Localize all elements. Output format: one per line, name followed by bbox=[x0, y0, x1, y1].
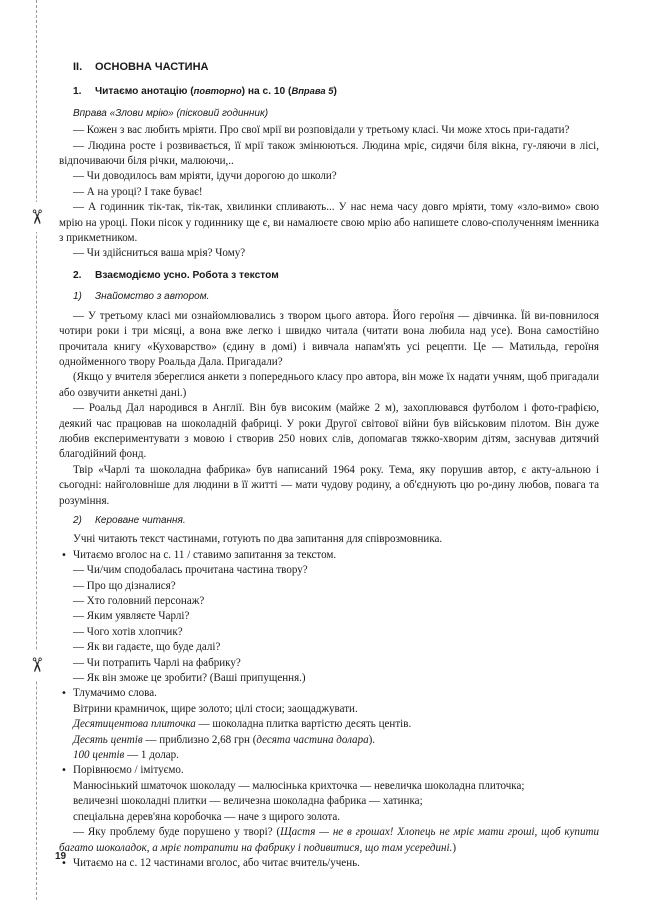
theme-paragraph: Твір «Чарлі та шоколадна фабрика» був написаний 1964 року. Тема, яку порушив автор, є акту-альною і сьогодні: найголовніше для людини в її житті — мати чудову родину, а об'єднують цю ро-дину любов, повага та розуміння. bbox=[59, 463, 599, 507]
subsection-1-heading bbox=[73, 83, 599, 99]
vocab-line: Вітрини крамничок, щире золото; цілі стоси; заощаджувати. bbox=[73, 702, 358, 715]
teacher-note: (Якщо у вчителя збереглися анкети з попереднього класу про автора, він може їх надати учням, щоб пригадали або озвучити анкетні дані.) bbox=[59, 371, 599, 399]
problem-answer: Щастя — не в грошах! Хлопець не мріє мати гроші, щоб купити багато шоколадок, а мріє потрапити на фабрику і подивитися, що там усередині. bbox=[59, 826, 599, 854]
vocab-line bbox=[73, 733, 599, 748]
question-item: — Як ви гадаєте, що буде далі? bbox=[73, 641, 221, 654]
compare-line: Манюсінький шматочок шоколаду — малюсінька крихточка — невеличка шоколадна плиточка; bbox=[73, 779, 525, 792]
step-text: Кероване читання. bbox=[95, 514, 186, 526]
author-paragraph: — У третьому класі ми ознайомлювались з твором цього автора. Його героїня — дівчинка. Їй ви-повнилося чотири роки і три місяці, а вона вже легко і швидко читала (читати вона любила над усе). Вона самостійно прочитала книгу «Куховарство» (єдину в домі) і вивчала напам'ять усі рецепти. Це — Матильда, героїня однойменного твору Роальда Дала. Пригадали? bbox=[59, 309, 599, 368]
question-item: — Яким уявляєте Чарлі? bbox=[73, 610, 190, 623]
page-number: 19 bbox=[55, 851, 67, 862]
dialogue-line: — А годинник тік-так, тік-так, хвилинки спливають... У нас нема часу довго мріяти, тому «зло-вимо» свою мрію на уроці. Поки пісок у годиннику ще є, ви намалюєте свою мрію або напишете слово-сполученням іменника з прикметником. bbox=[59, 201, 599, 245]
subsection-italic: Вправа 5 bbox=[291, 85, 334, 97]
compare-line: спеціальна дерев'яна коробочка — наче з щирого золота. bbox=[73, 810, 341, 823]
vocab-definition: ). bbox=[368, 733, 376, 746]
exercise-title: Вправа «Злови мрію» (пісковий годинник) bbox=[73, 107, 269, 119]
step-2-heading bbox=[73, 513, 599, 528]
vocab-term: Десятицентова плиточка bbox=[73, 718, 196, 731]
vocab-term: 100 центів bbox=[73, 749, 125, 762]
vocab-definition: — шоколадна плитка вартістю десять центів. bbox=[195, 718, 412, 731]
scissors-icon: ✂ bbox=[27, 650, 47, 680]
guided-reading-intro: Учні читають текст частинами, готують по два запитання для співрозмовника. bbox=[73, 533, 443, 546]
step-number: 1) bbox=[73, 291, 82, 303]
problem-question bbox=[59, 825, 599, 856]
vocab-definition: — 1 долар. bbox=[124, 749, 179, 762]
subsection-text: Взаємодіємо усно. Робота з текстом bbox=[95, 269, 279, 281]
question-item: — Про що дізналися? bbox=[73, 579, 176, 592]
vocab-line bbox=[73, 717, 599, 732]
vocab-term: Десять центів bbox=[73, 733, 143, 746]
bullet-item: • Порівнюємо / імітуємо. bbox=[59, 763, 599, 778]
section-title: ОСНОВНА ЧАСТИНА bbox=[95, 61, 209, 73]
problem-text: ) bbox=[452, 841, 457, 854]
vocab-term: десята частина долара bbox=[256, 733, 369, 746]
bullet-item: • Читаємо на с. 12 частинами вголос, або читає вчитель/учень. bbox=[59, 856, 599, 871]
section-heading bbox=[73, 60, 599, 75]
dialogue-line: — Людина росте і розвивається, її мрії також змінюються. Людина мріє, сидячи біля вікна, гу-ляючи в лісі, відпочиваючи біля річки, малюючи,.. bbox=[59, 139, 599, 168]
dialogue-line: — Кожен з вас любить мріяти. Про свої мрії ви розповідали у третьому класі. Чи може хтось при-гадати? bbox=[73, 124, 570, 137]
subsection-2-heading bbox=[73, 268, 599, 283]
problem-text: — Яку проблему буде порушено у творі? ( bbox=[73, 826, 281, 839]
step-1-heading bbox=[73, 289, 599, 304]
subsection-text: ) bbox=[333, 86, 337, 98]
compare-line: величезні шоколадні плитки — величезна шоколадна фабрика — хатинка; bbox=[73, 795, 423, 808]
question-item: — Хто головний персонаж? bbox=[73, 595, 205, 607]
step-number: 2) bbox=[73, 514, 82, 526]
dialogue-line: — Чи доводилось вам мріяти, ідучи дорогою до школи? bbox=[73, 170, 337, 183]
question-item: — Чого хотів хлопчик? bbox=[73, 625, 183, 638]
author-bio-paragraph: — Роальд Дал народився в Англії. Він був високим (майже 2 м), захоплювався футболом і фото-графією, деякий час працював на шоколадній фабриці. У роки Другої світової війни був військовим пілотом. Він дуже любив експериментувати з мовою і створив 250 нових слів, допомагав тяжко-хворим дітям, заснував дитячий благодійний фонд. bbox=[59, 402, 599, 461]
step-text: Знайомство з автором. bbox=[95, 291, 210, 303]
subsection-number: 1. bbox=[73, 86, 82, 98]
section-number: II. bbox=[73, 61, 83, 73]
dialogue-line: — Чи здійсниться ваша мрія? Чому? bbox=[73, 247, 246, 260]
bullet-item: • Читаємо вголос на с. 11 / ставимо запитання за текстом. bbox=[59, 548, 599, 563]
subsection-text: Читаємо анотацію ( bbox=[95, 86, 194, 98]
question-item: — Чи/чим сподобалась прочитана частина твору? bbox=[73, 564, 308, 577]
subsection-number: 2. bbox=[73, 269, 82, 281]
vocab-definition: — приблизно 2,68 грн ( bbox=[142, 733, 257, 746]
subsection-italic: повторно bbox=[193, 85, 242, 97]
question-item: — Як він зможе це зробити? (Ваші припущення.) bbox=[73, 672, 306, 685]
scissors-icon: ✂ bbox=[27, 202, 47, 232]
dialogue-line: — А на уроці? І таке буває! bbox=[73, 185, 203, 198]
bullet-item: • Тлумачимо слова. bbox=[59, 686, 599, 701]
cut-line bbox=[36, 0, 37, 900]
subsection-text: ) на с. 10 ( bbox=[241, 86, 292, 98]
main-content bbox=[59, 60, 599, 871]
question-item: — Чи потрапить Чарлі на фабрику? bbox=[73, 656, 241, 669]
vocab-line bbox=[73, 748, 599, 763]
